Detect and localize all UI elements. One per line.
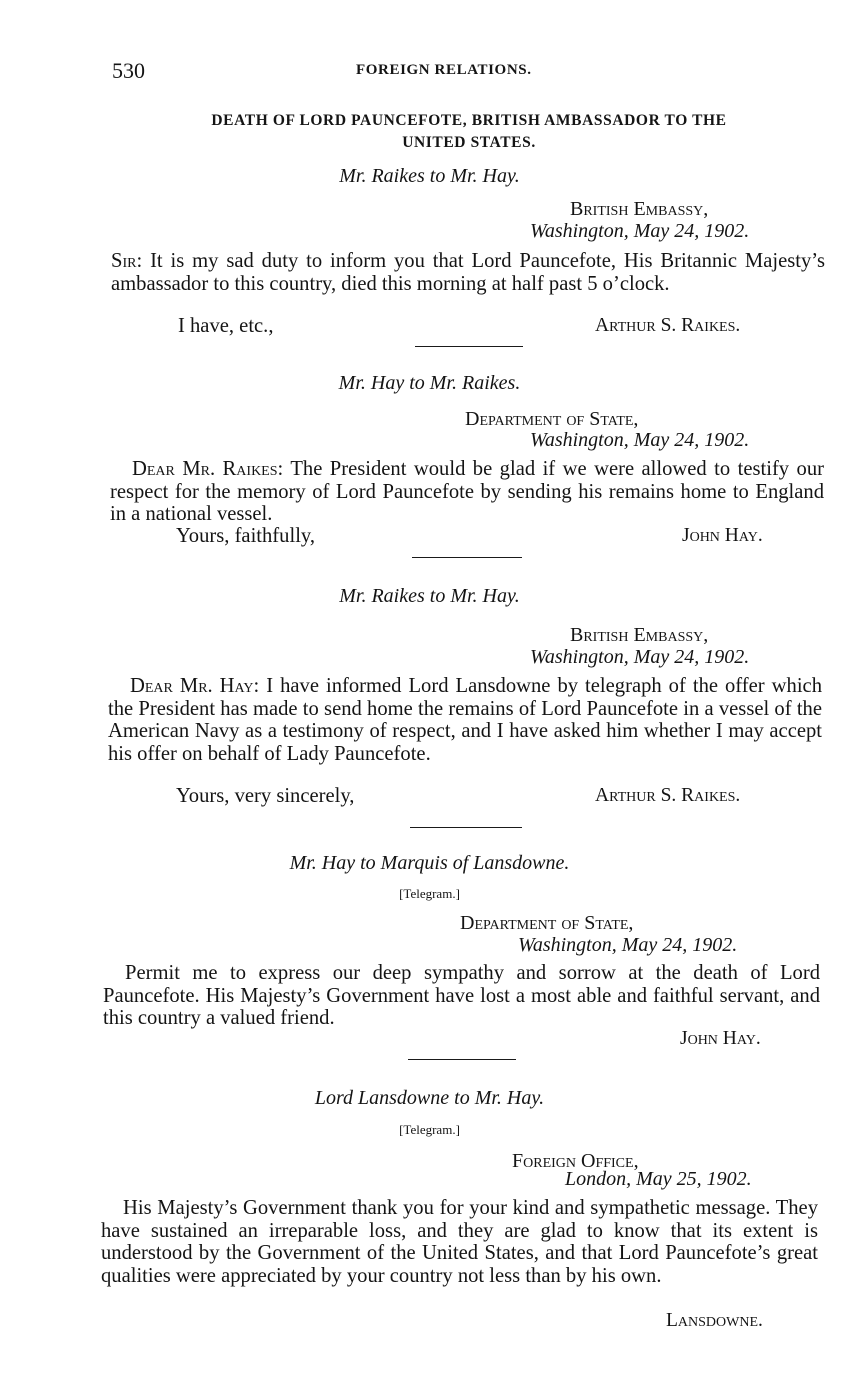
letter-closing: I have, etc., bbox=[178, 315, 274, 337]
running-head: FOREIGN RELATIONS. bbox=[356, 62, 532, 78]
letter-signature: John Hay. bbox=[680, 1028, 761, 1049]
letter-dateline: Washington, May 24, 1902. bbox=[530, 220, 750, 242]
separator-rule bbox=[408, 1059, 516, 1060]
letter-dateline: Washington, May 24, 1902. bbox=[530, 429, 750, 451]
letter-text: Permit me to express our deep sympathy and sorrow at the death of Lord Pauncefote. His Majesty’s Government have lost a most able and faithful servant, and this country a valued friend. bbox=[103, 962, 820, 1030]
letter-signature: Arthur S. Raikes. bbox=[595, 315, 741, 336]
letter-dateline: Washington, May 24, 1902. bbox=[518, 934, 738, 956]
letter-heading: Lord Lansdowne to Mr. Hay. bbox=[314, 1087, 545, 1109]
letter-body bbox=[101, 1197, 818, 1287]
letter-signature: Lansdowne. bbox=[666, 1310, 763, 1331]
letter-office: Department of State, bbox=[465, 408, 639, 430]
letter-dateline: Washington, May 24, 1902. bbox=[530, 646, 750, 668]
letter-salutation: Dear Mr. Raikes: bbox=[132, 458, 284, 480]
letter-text: His Majesty’s Government thank you for your kind and sympathetic message. They have sustained an irreparable loss, and they are glad to know that its extent is understood by the Government of the United States, and that Lord Pauncefote’s great qualities were appreciated by your country not less than by his own. bbox=[101, 1197, 818, 1287]
letter-dateline: London, May 25, 1902. bbox=[565, 1168, 752, 1190]
letter-text: I have informed Lord Lansdowne by telegraph of the offer which the President has made to send home the remains of Lord Pauncefote in a vessel of the American Navy as a testimony of respect, and I have asked him whether I may accept his offer on behalf of Lady Pauncefote. bbox=[108, 675, 822, 765]
telegram-label: [Telegram.] bbox=[399, 1122, 460, 1137]
letter-body bbox=[110, 458, 824, 526]
letter-office: British Embassy, bbox=[570, 624, 709, 646]
letter-office: Department of State, bbox=[460, 912, 634, 934]
letter-closing: Yours, very sincerely, bbox=[176, 785, 355, 807]
letter-heading: Mr. Raikes to Mr. Hay. bbox=[339, 585, 520, 607]
letter-text: It is my sad duty to inform you that Lord Pauncefote, His Britannic Majesty’s ambassador to this country, died this morning at half past 5 o’clock. bbox=[111, 250, 826, 295]
letter-closing: Yours, faithfully, bbox=[176, 525, 316, 547]
letter-salutation: Dear Mr. Hay: bbox=[130, 675, 260, 697]
letter-text: The President would be glad if we were allowed to testify our respect for the memory of Lord Pauncefote by sending his remains home to England in a national vessel. bbox=[110, 458, 824, 526]
letter-body bbox=[111, 250, 825, 295]
page-number: 530 bbox=[112, 58, 145, 83]
section-title bbox=[108, 110, 830, 154]
section-title-line-1: DEATH OF LORD PAUNCEFOTE, BRITISH AMBASSADOR TO THE bbox=[211, 112, 727, 129]
letter-body bbox=[103, 962, 820, 1030]
letter-heading: Mr. Hay to Mr. Raikes. bbox=[338, 372, 521, 394]
letter-signature: Arthur S. Raikes. bbox=[595, 785, 741, 806]
letter-salutation: Sir: bbox=[111, 250, 143, 272]
letter-body bbox=[108, 675, 822, 765]
telegram-label: [Telegram.] bbox=[399, 886, 460, 901]
section-title-line-2: UNITED STATES. bbox=[402, 134, 536, 151]
letter-signature: John Hay. bbox=[682, 525, 763, 546]
separator-rule bbox=[415, 346, 523, 347]
letter-office: British Embassy, bbox=[570, 198, 709, 220]
letter-heading: Mr. Raikes to Mr. Hay. bbox=[339, 165, 520, 187]
separator-rule bbox=[412, 557, 522, 558]
letter-heading: Mr. Hay to Marquis of Lansdowne. bbox=[289, 852, 570, 874]
letter-office: Foreign Office, bbox=[512, 1150, 639, 1172]
separator-rule bbox=[410, 827, 522, 828]
